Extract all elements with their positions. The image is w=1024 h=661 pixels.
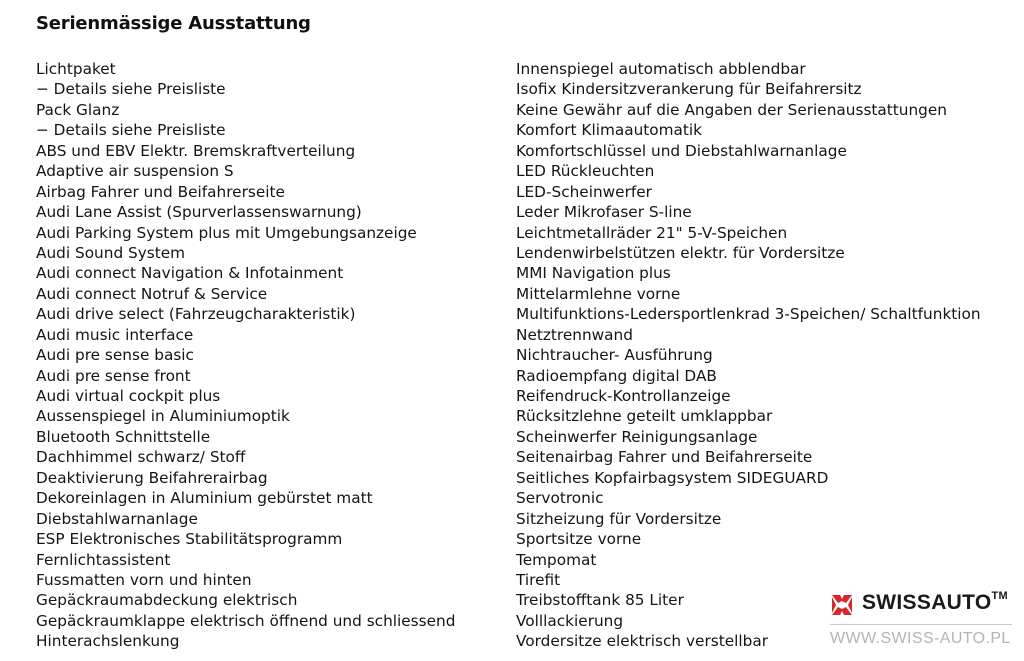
equipment-item: Vordersitze elektrisch verstellbar [516, 632, 768, 651]
equipment-item: ESP Elektronisches Stabilitätsprogramm [36, 530, 343, 549]
logo-text-swiss: SWISS [862, 591, 932, 614]
equipment-item: Gepäckraumklappe elektrisch öffnend und schliessend [36, 611, 456, 630]
equipment-item: Audi music interface [36, 325, 194, 344]
equipment-item: Netztrennwand [516, 325, 633, 344]
logo-trademark: TM [991, 590, 1008, 602]
logo-text-auto: AUTO [931, 591, 992, 614]
equipment-item: Deaktivierung Beifahrerairbag [36, 468, 268, 487]
equipment-item: Adaptive air suspension S [36, 162, 234, 181]
equipment-item: Bluetooth Schnittstelle [36, 427, 211, 446]
equipment-item: Seitenairbag Fahrer und Beifahrerseite [516, 448, 813, 467]
equipment-item: Pack Glanz [36, 100, 120, 119]
swiss-auto-logo [830, 590, 1020, 620]
equipment-item: Leichtmetallräder 21" 5-V-Speichen [516, 223, 788, 242]
page-title: Serienmässige Ausstattung [36, 13, 311, 34]
equipment-item: Nichtraucher- Ausführung [516, 346, 713, 365]
equipment-item: Audi virtual cockpit plus [36, 387, 221, 405]
watermark-url: WWW.SWISS-AUTO.PL [830, 630, 1011, 647]
equipment-item: Fussmatten vorn und hinten [36, 570, 252, 589]
equipment-item: Audi connect Navigation & Infotainment [36, 264, 344, 283]
equipment-item: Diebstahlwarnanlage [36, 509, 198, 528]
equipment-item: Volllackierung [516, 611, 624, 630]
equipment-item: Audi connect Notruf & Service [36, 284, 268, 303]
equipment-item: Treibstofftank 85 Liter [516, 591, 684, 610]
equipment-item: Audi Parking System plus mit Umgebungsanzeige [36, 223, 417, 242]
equipment-item: Audi pre sense front [36, 366, 191, 385]
equipment-item: Gepäckraumabdeckung elektrisch [36, 591, 298, 610]
equipment-item: Audi drive select (Fahrzeugcharakteristik) [36, 305, 356, 324]
equipment-item: LED Rückleuchten [516, 162, 655, 181]
equipment-item: Fernlichtassistent [36, 550, 171, 569]
equipment-item: Isofix Kindersitzverankerung für Beifahrersitz [516, 80, 862, 99]
equipment-item: Dachhimmel schwarz/ Stoff [36, 448, 246, 467]
equipment-item: Mittelarmlehne vorne [516, 284, 681, 303]
equipment-item: Audi Sound System [36, 243, 186, 262]
equipment-item: Dekoreinlagen in Aluminium gebürstet matt [36, 489, 373, 508]
logo-divider [830, 624, 1012, 625]
equipment-item: MMI Navigation plus [516, 264, 671, 283]
equipment-item: Airbag Fahrer und Beifahrerseite [36, 182, 285, 201]
equipment-item: Servotronic [516, 489, 604, 508]
equipment-item: Lendenwirbelstützen elektr. für Vordersitze [516, 243, 845, 262]
equipment-item: Sitzheizung für Vordersitze [516, 509, 722, 528]
equipment-item: Hinterachslenkung [36, 632, 180, 651]
equipment-item: Tirefit [516, 570, 561, 589]
equipment-item: Aussenspiegel in Aluminiumoptik [36, 407, 290, 426]
equipment-item: Reifendruck-Kontrollanzeige [516, 387, 731, 405]
equipment-item: Innenspiegel automatisch abblendbar [516, 60, 806, 78]
equipment-item: ABS und EBV Elektr. Bremskraftverteilung [36, 141, 356, 160]
equipment-item: Komfortschlüssel und Diebstahlwarnanlage [516, 141, 847, 160]
equipment-item: Radioempfang digital DAB [516, 366, 717, 385]
equipment-item: − Details siehe Preisliste [36, 80, 226, 99]
equipment-item: Keine Gewähr auf die Angaben der Serienausstattungen [516, 100, 947, 119]
equipment-item: Leder Mikrofaser S-line [516, 203, 692, 222]
equipment-item: Tempomat [516, 550, 597, 569]
equipment-item: Scheinwerfer Reinigungsanlage [516, 427, 758, 446]
equipment-item: Rücksitzlehne geteilt umklappbar [516, 407, 773, 426]
logo-wordmark [862, 591, 1008, 615]
equipment-item: Multifunktions-Ledersportlenkrad 3-Speichen/ Schaltfunktion [516, 305, 981, 324]
swiss-cross-logo-icon [830, 593, 854, 617]
equipment-item: LED-Scheinwerfer [516, 182, 652, 201]
equipment-list-left [36, 59, 455, 652]
equipment-item: Sportsitze vorne [516, 530, 642, 549]
equipment-item: Seitliches Kopfairbagsystem SIDEGUARD [516, 468, 829, 487]
equipment-item: Lichtpaket [36, 60, 116, 78]
equipment-item: − Details siehe Preisliste [36, 121, 226, 140]
equipment-item: Komfort Klimaautomatik [516, 121, 703, 140]
equipment-item: Audi Lane Assist (Spurverlassenswarnung) [36, 203, 362, 222]
equipment-list-right [516, 59, 981, 652]
equipment-item: Audi pre sense basic [36, 346, 194, 365]
